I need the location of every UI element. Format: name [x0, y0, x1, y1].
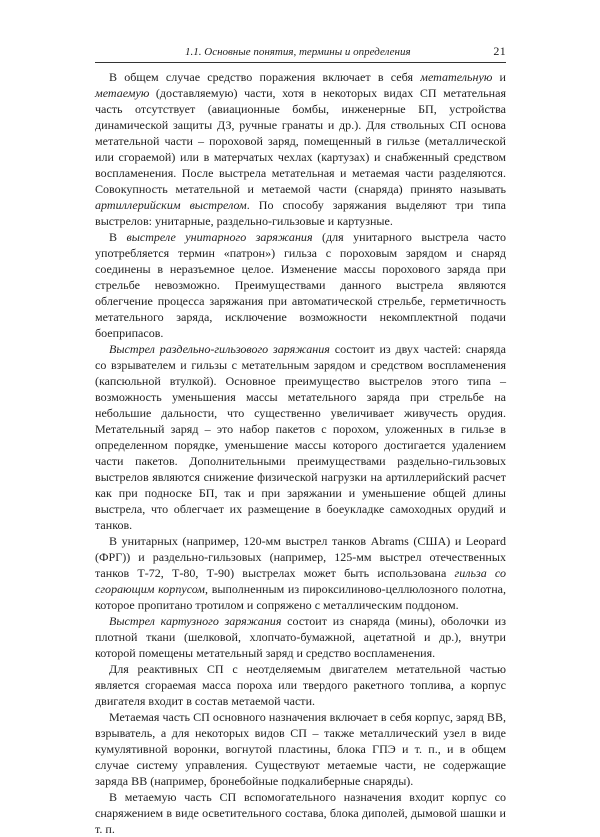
italic-term: метаемую	[95, 86, 150, 100]
text-run: В общем случае средство поражения включает в себя	[109, 70, 421, 84]
running-head	[95, 44, 506, 63]
paragraph	[95, 533, 506, 613]
section-title: 1.1. Основные понятия, термины и определения	[185, 46, 411, 58]
paragraph	[95, 613, 506, 661]
paragraph	[95, 789, 506, 837]
text-run: состоит из двух частей: снаряда со взрывателем и гильзы с метательным зарядом и средством воспламенения (капсюльной втулкой). Основное преимущество выстрелов этого типа – возможность уменьшения массы метательного заряда при стрельбе на небольшие дальности, что существенно увеличивает живучесть орудия. Метательный заряд – это набор пакетов с порохом, уложенных в гильзе в определенном порядке, уменьшение массы которого достигается удалением части пакетов. Дополнительными преимуществами раздельно-гильзовых выстрелов являются снижение физической нагрузки на артиллерийский расчет как при подноске БП, так и при заряжании и уменьшение общей длины выстрела, что облегчает их размещение в боеукладке самоходных орудий и танков.	[95, 342, 506, 532]
text-run: , выполненным из пироксилиново-целлюлозного полотна, которое пропитано тротилом и сопряжено с металлическим поддоном.	[95, 582, 506, 612]
italic-term: артиллерийским выстрелом	[95, 198, 247, 212]
text-run: и	[492, 70, 507, 84]
text-run: Метаемая часть СП основного назначения включает в себя корпус, заряд ВВ, взрыватель, а для некоторых видов СП – также металлический узел в виде кумулятивной воронки, вогнутой пластины, блока ГПЭ и т. п., и в общем случае систему управления. Существуют метаемые части, не содержащие заряда ВВ (например, бронебойные подкалиберные снаряды).	[95, 710, 506, 788]
text-run: Для реактивных СП с неотделяемым двигателем метательной частью является сгораемая масса пороха или твердого ракетного топлива, а корпус двигателя входит в состав метаемой части.	[95, 662, 506, 708]
paragraph	[95, 341, 506, 533]
paragraph	[95, 69, 506, 229]
italic-term: метательную	[420, 70, 493, 84]
text-run: В	[109, 230, 127, 244]
italic-term: выстреле унитарного заряжания	[126, 230, 313, 244]
text-run: В метаемую часть СП вспомогательного назначения входит корпус со снаряжением в виде осветительного состава, блока диполей, дымовой шашки и т. п.	[95, 790, 506, 836]
text-run: состоит из снаряда (мины), оболочки из плотной ткани (шелковой, хлопчато-бумажной, ацетатной и др.), внутри которой помещены метательный заряд и средство воспламенения.	[95, 614, 506, 660]
text-run: В унитарных (например, 120-мм выстрел танков Abrams (США) и Leopard (ФРГ)) и раздельно-гильзовых (например, 125-мм выстрел отечественных танков Т-72, Т-80, Т-90) выстрелах может быть использована	[95, 534, 506, 580]
page-number: 21	[493, 44, 506, 58]
body-text	[95, 69, 506, 837]
italic-term: Выстрел картузного заряжания	[109, 614, 282, 628]
paragraph	[95, 229, 506, 341]
text-run: (доставляемую) части, хотя в некоторых видах СП метательная часть отсутствует (авиационные бомбы, инженерные БП, устройства динамической защиты ДЗ, ручные гранаты и др.). Для ствольных СП основа метательной части – пороховой заряд, помещенный в гильзе (металлической или сгораемой) или в матерчатых чехлах (картузах) и снабженный средством воспламенения. После выстрела метательная и метаемая части разделяются. Совокупность метательной и метаемой части (снаряда) принято называть	[95, 86, 506, 196]
italic-term: гильза со сгорающим корпусом	[95, 566, 506, 596]
italic-term: Выстрел раздельно-гильзового заряжания	[109, 342, 330, 356]
paragraph	[95, 709, 506, 789]
text-run: (для унитарного выстрела часто употребляется термин «патрон») гильза с пороховым зарядом и снаряд соединены в неразъемное целое. Изменение массы порохового заряда при стрельбе невозможно. Преимуществами данного выстрела являются облегчение процесса заряжания при автоматической стрельбе, герметичность метательного заряда, исключение возможности некомплектной подачи боеприпасов.	[95, 230, 506, 340]
paragraph	[95, 661, 506, 709]
text-run: . По способу заряжания выделяют три типа выстрелов: унитарные, раздельно-гильзовые и картузные.	[95, 198, 506, 228]
